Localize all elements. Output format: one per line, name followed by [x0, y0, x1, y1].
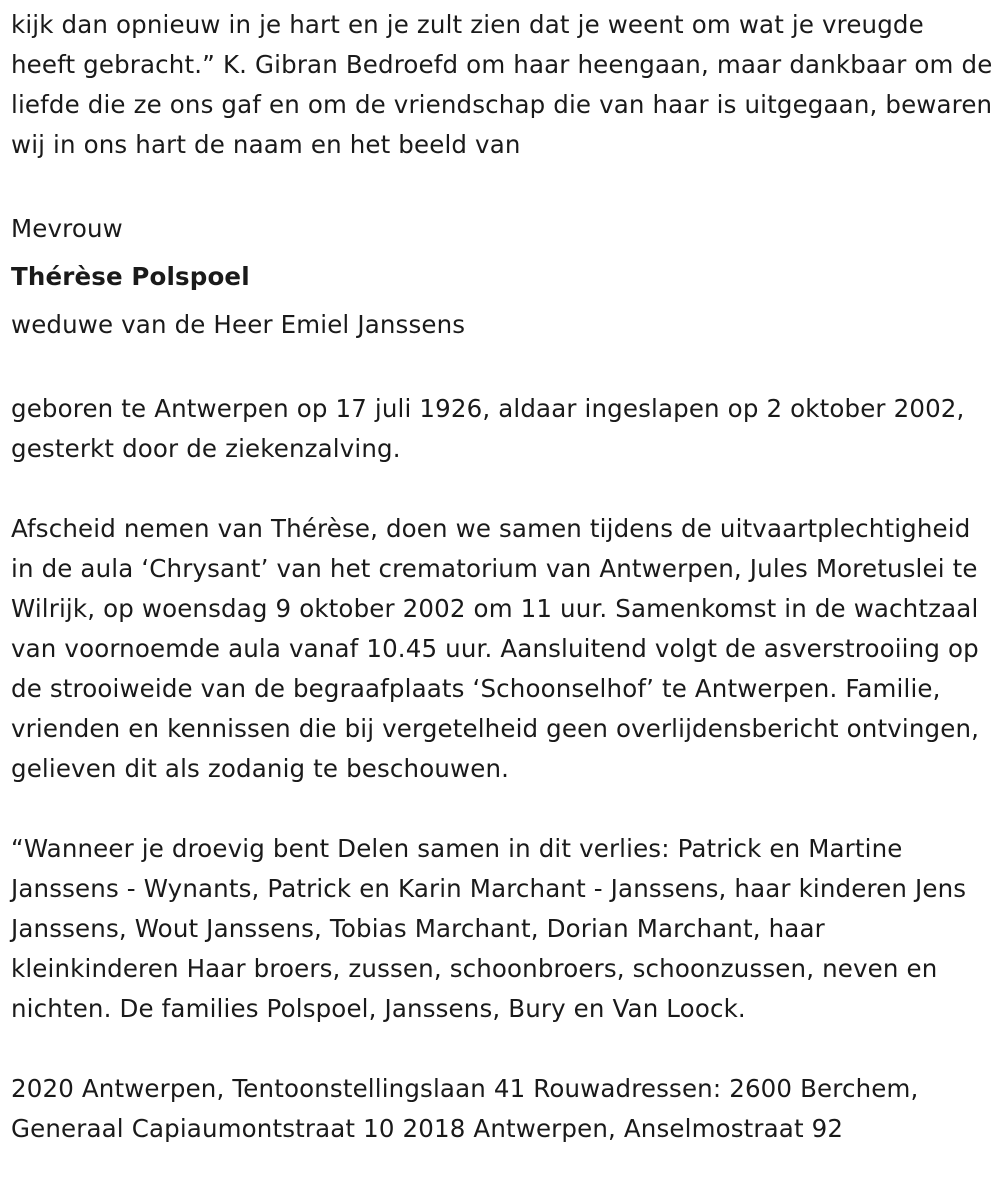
paragraph-gap — [11, 1029, 993, 1069]
family-paragraph: “Wanneer je droevig bent Delen samen in dit verlies: Patrick en Martine Janssens - Wynants, Patrick en Karin Marchant - Janssens, haar kinderen Jens Janssens, Wout Janssens, Tobias Marchant, Dorian Marchant, haar kleinkinderen Haar broers, zussen, schoonbroers, schoonzussen, neven en nichten. De families Polspoel, Janssens, Bury en Van Loock. — [11, 834, 967, 1023]
intro-paragraph: kijk dan opnieuw in je hart en je zult zien dat je weent om wat je vreugde heeft gebracht.” K. Gibran Bedroefd om haar heengaan, maar dankbaar om de liefde die ze ons gaf en om de vriendschap die van haar is uitgegaan, bewaren wij in ons hart de naam en het beeld van — [11, 10, 993, 159]
paragraph-gap — [11, 469, 993, 509]
salutation: Mevrouw — [11, 214, 123, 243]
obituary-document — [11, 5, 993, 1149]
deceased-name: Thérèse Polspoel — [11, 262, 250, 291]
birth-death-paragraph: geboren te Antwerpen op 17 juli 1926, aldaar ingeslapen op 2 oktober 2002, gesterkt door de ziekenzalving. — [11, 394, 965, 463]
paragraph-gap — [11, 789, 993, 829]
paragraph-gap — [11, 349, 993, 389]
farewell-paragraph: Afscheid nemen van Thérèse, doen we samen tijdens de uitvaartplechtigheid in de aula ‘Chrysant’ van het crematorium van Antwerpen, Jules Moretuslei te Wilrijk, op woensdag 9 oktober 2002 om 11 uur. Samenkomst in de wachtzaal van voornoemde aula vanaf 10.45 uur. Aansluitend volgt de asverstrooiing op de strooiweide van de begraafplaats ‘Schoonselhof’ te Antwerpen. Familie, vrienden en kennissen die bij vergetelheid geen overlijdensbericht ontvingen, gelieven dit als zodanig te beschouwen. — [11, 514, 980, 783]
spouse-line: weduwe van de Heer Emiel Janssens — [11, 310, 466, 339]
addresses-paragraph: 2020 Antwerpen, Tentoonstellingslaan 41 Rouwadressen: 2600 Berchem, Generaal Capiaumontstraat 10 2018 Antwerpen, Anselmostraat 92 — [11, 1074, 919, 1143]
paragraph-gap — [11, 165, 993, 205]
